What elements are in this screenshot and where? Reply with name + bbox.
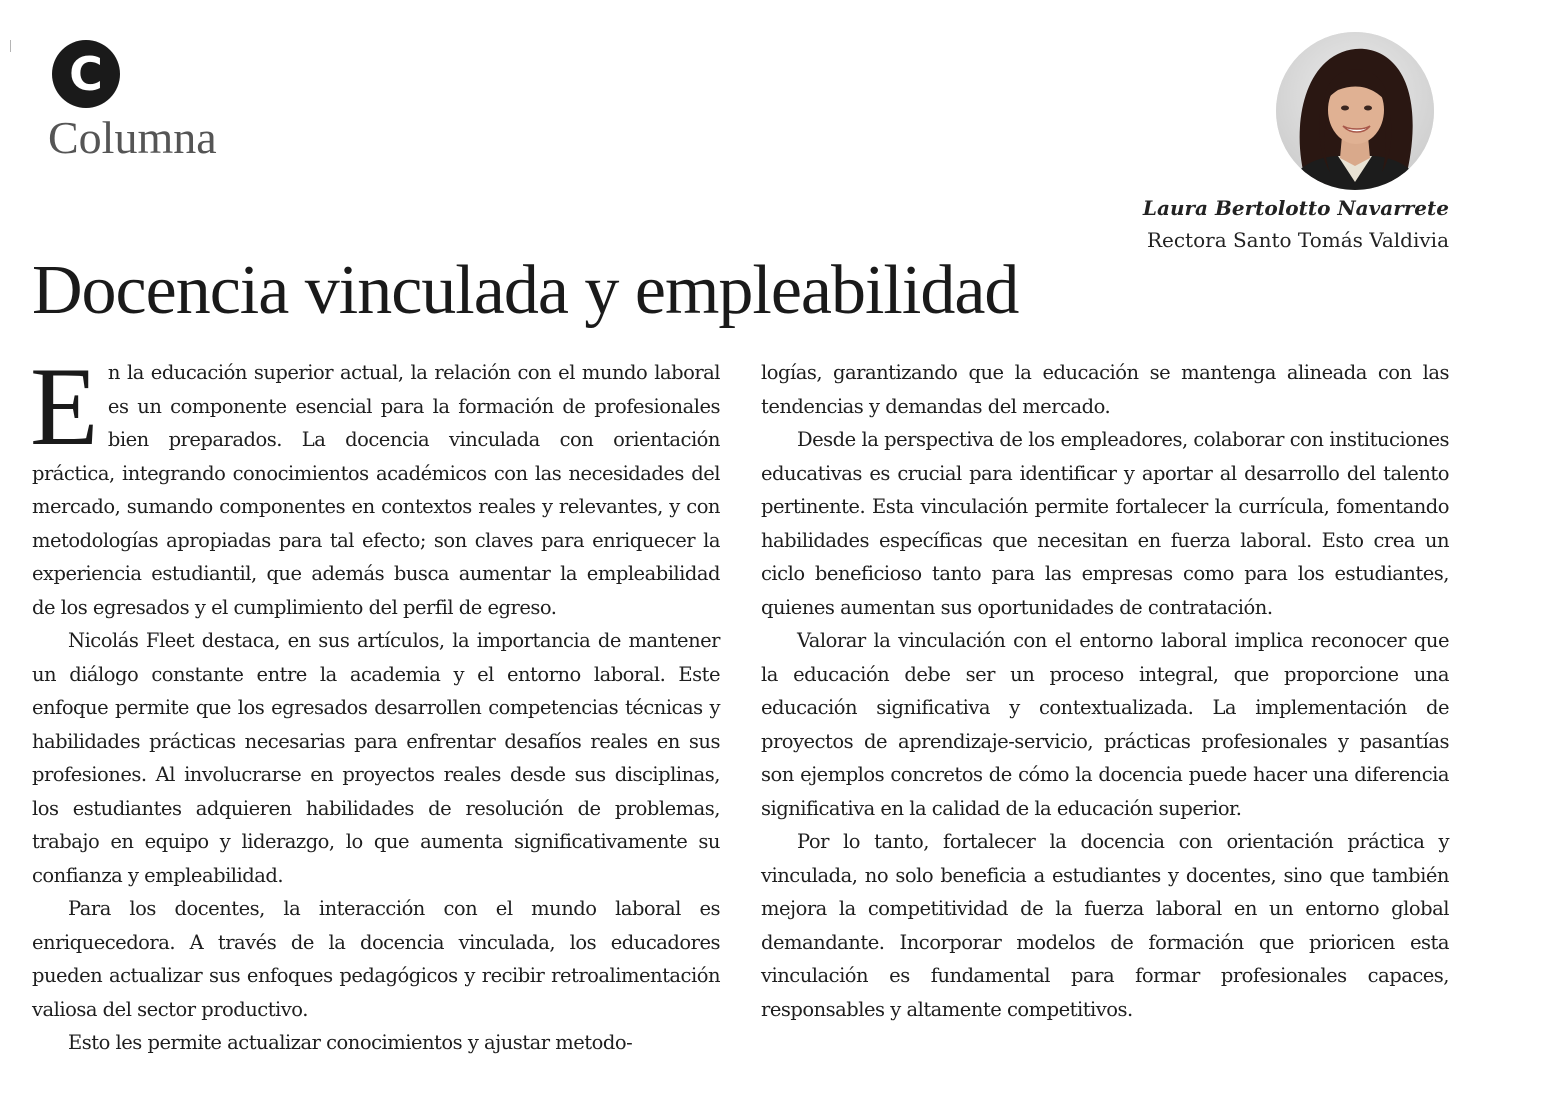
- article-paragraph: Para los docentes, la interacción con el mundo laboral es enriquecedora. A través de la docencia vinculada, los educadores pueden actualizar sus enfoques pedagógicos y recibir retroalimentación valiosa del sector productivo.: [32, 897, 720, 1021]
- article-column-right: [761, 356, 1449, 1026]
- drop-cap: E: [30, 345, 98, 469]
- article-paragraph: Valorar la vinculación con el entorno laboral implica reconocer que la educación debe ser un proceso integral, que proporcione una educación significativa y contextualizada. La implementación de proyectos de aprendizaje-servicio, prácticas profesionales y pasantías son ejemplos concretos de cómo la docencia puede hacer una diferencia significativa en la calidad de la educación superior.: [761, 629, 1449, 820]
- article-column-left: [30, 345, 720, 1060]
- article-paragraph-text: n la educación superior actual, la relación con el mundo laboral es un componente esencial para la formación de profesionales bien preparados. La docencia vinculada con orientación práctica, integrando conocimientos académicos con las necesidades del mercado, sumando componentes en contextos reales y relevantes, y con metodologías apropiadas para tal efecto; son claves para enriquecer la experiencia estudiantil, que además busca aumentar la empleabilidad de los egresados y el cumplimiento del perfil de egreso.: [32, 361, 720, 619]
- author-portrait-icon: [1276, 32, 1434, 190]
- article-headline: Docencia vinculada y empleabilidad: [32, 252, 1019, 329]
- section-label: Columna: [48, 112, 217, 163]
- author-name: Laura Bertolotto Navarrete: [1142, 196, 1449, 220]
- section-badge: C: [52, 40, 120, 108]
- author-role: Rectora Santo Tomás Valdivia: [1146, 228, 1449, 252]
- article-paragraph: Esto les permite actualizar conocimientos y ajustar metodo-: [68, 1031, 633, 1054]
- article-paragraph: Por lo tanto, fortalecer la docencia con orientación práctica y vinculada, no solo beneficia a estudiantes y docentes, sino que también mejora la competitividad de la fuerza laboral en un entorno global demandante. Incorporar modelos de formación que prioricen esta vinculación es fundamental para formar profesionales capaces, responsables y altamente competitivos.: [761, 830, 1449, 1021]
- article-paragraph: logías, garantizando que la educación se mantenga alineada con las tendencias y demandas del mercado.: [761, 361, 1449, 418]
- article-paragraph: [30, 345, 720, 624]
- page-edge-mark: [10, 40, 11, 52]
- article-paragraph: Desde la perspectiva de los empleadores, colaborar con instituciones educativas es crucial para identificar y aportar al desarrollo del talento pertinente. Esta vinculación permite fortalecer la currícula, fomentando habilidades específicas que necesitan en fuerza laboral. Esto crea un ciclo beneficioso tanto para las empresas como para los estudiantes, quienes aumentan sus oportunidades de contratación.: [761, 428, 1449, 619]
- article-paragraph: Nicolás Fleet destaca, en sus artículos, la importancia de mantener un diálogo constante entre la academia y el entorno laboral. Este enfoque permite que los egresados desarrollen competencias técnicas y habilidades prácticas necesarias para enfrentar desafíos reales en sus profesiones. Al involucrarse en proyectos reales desde sus disciplinas, los estudiantes adquieren habilidades de resolución de problemas, trabajo en equipo y liderazgo, lo que aumenta significativamente su confianza y empleabilidad.: [32, 629, 720, 887]
